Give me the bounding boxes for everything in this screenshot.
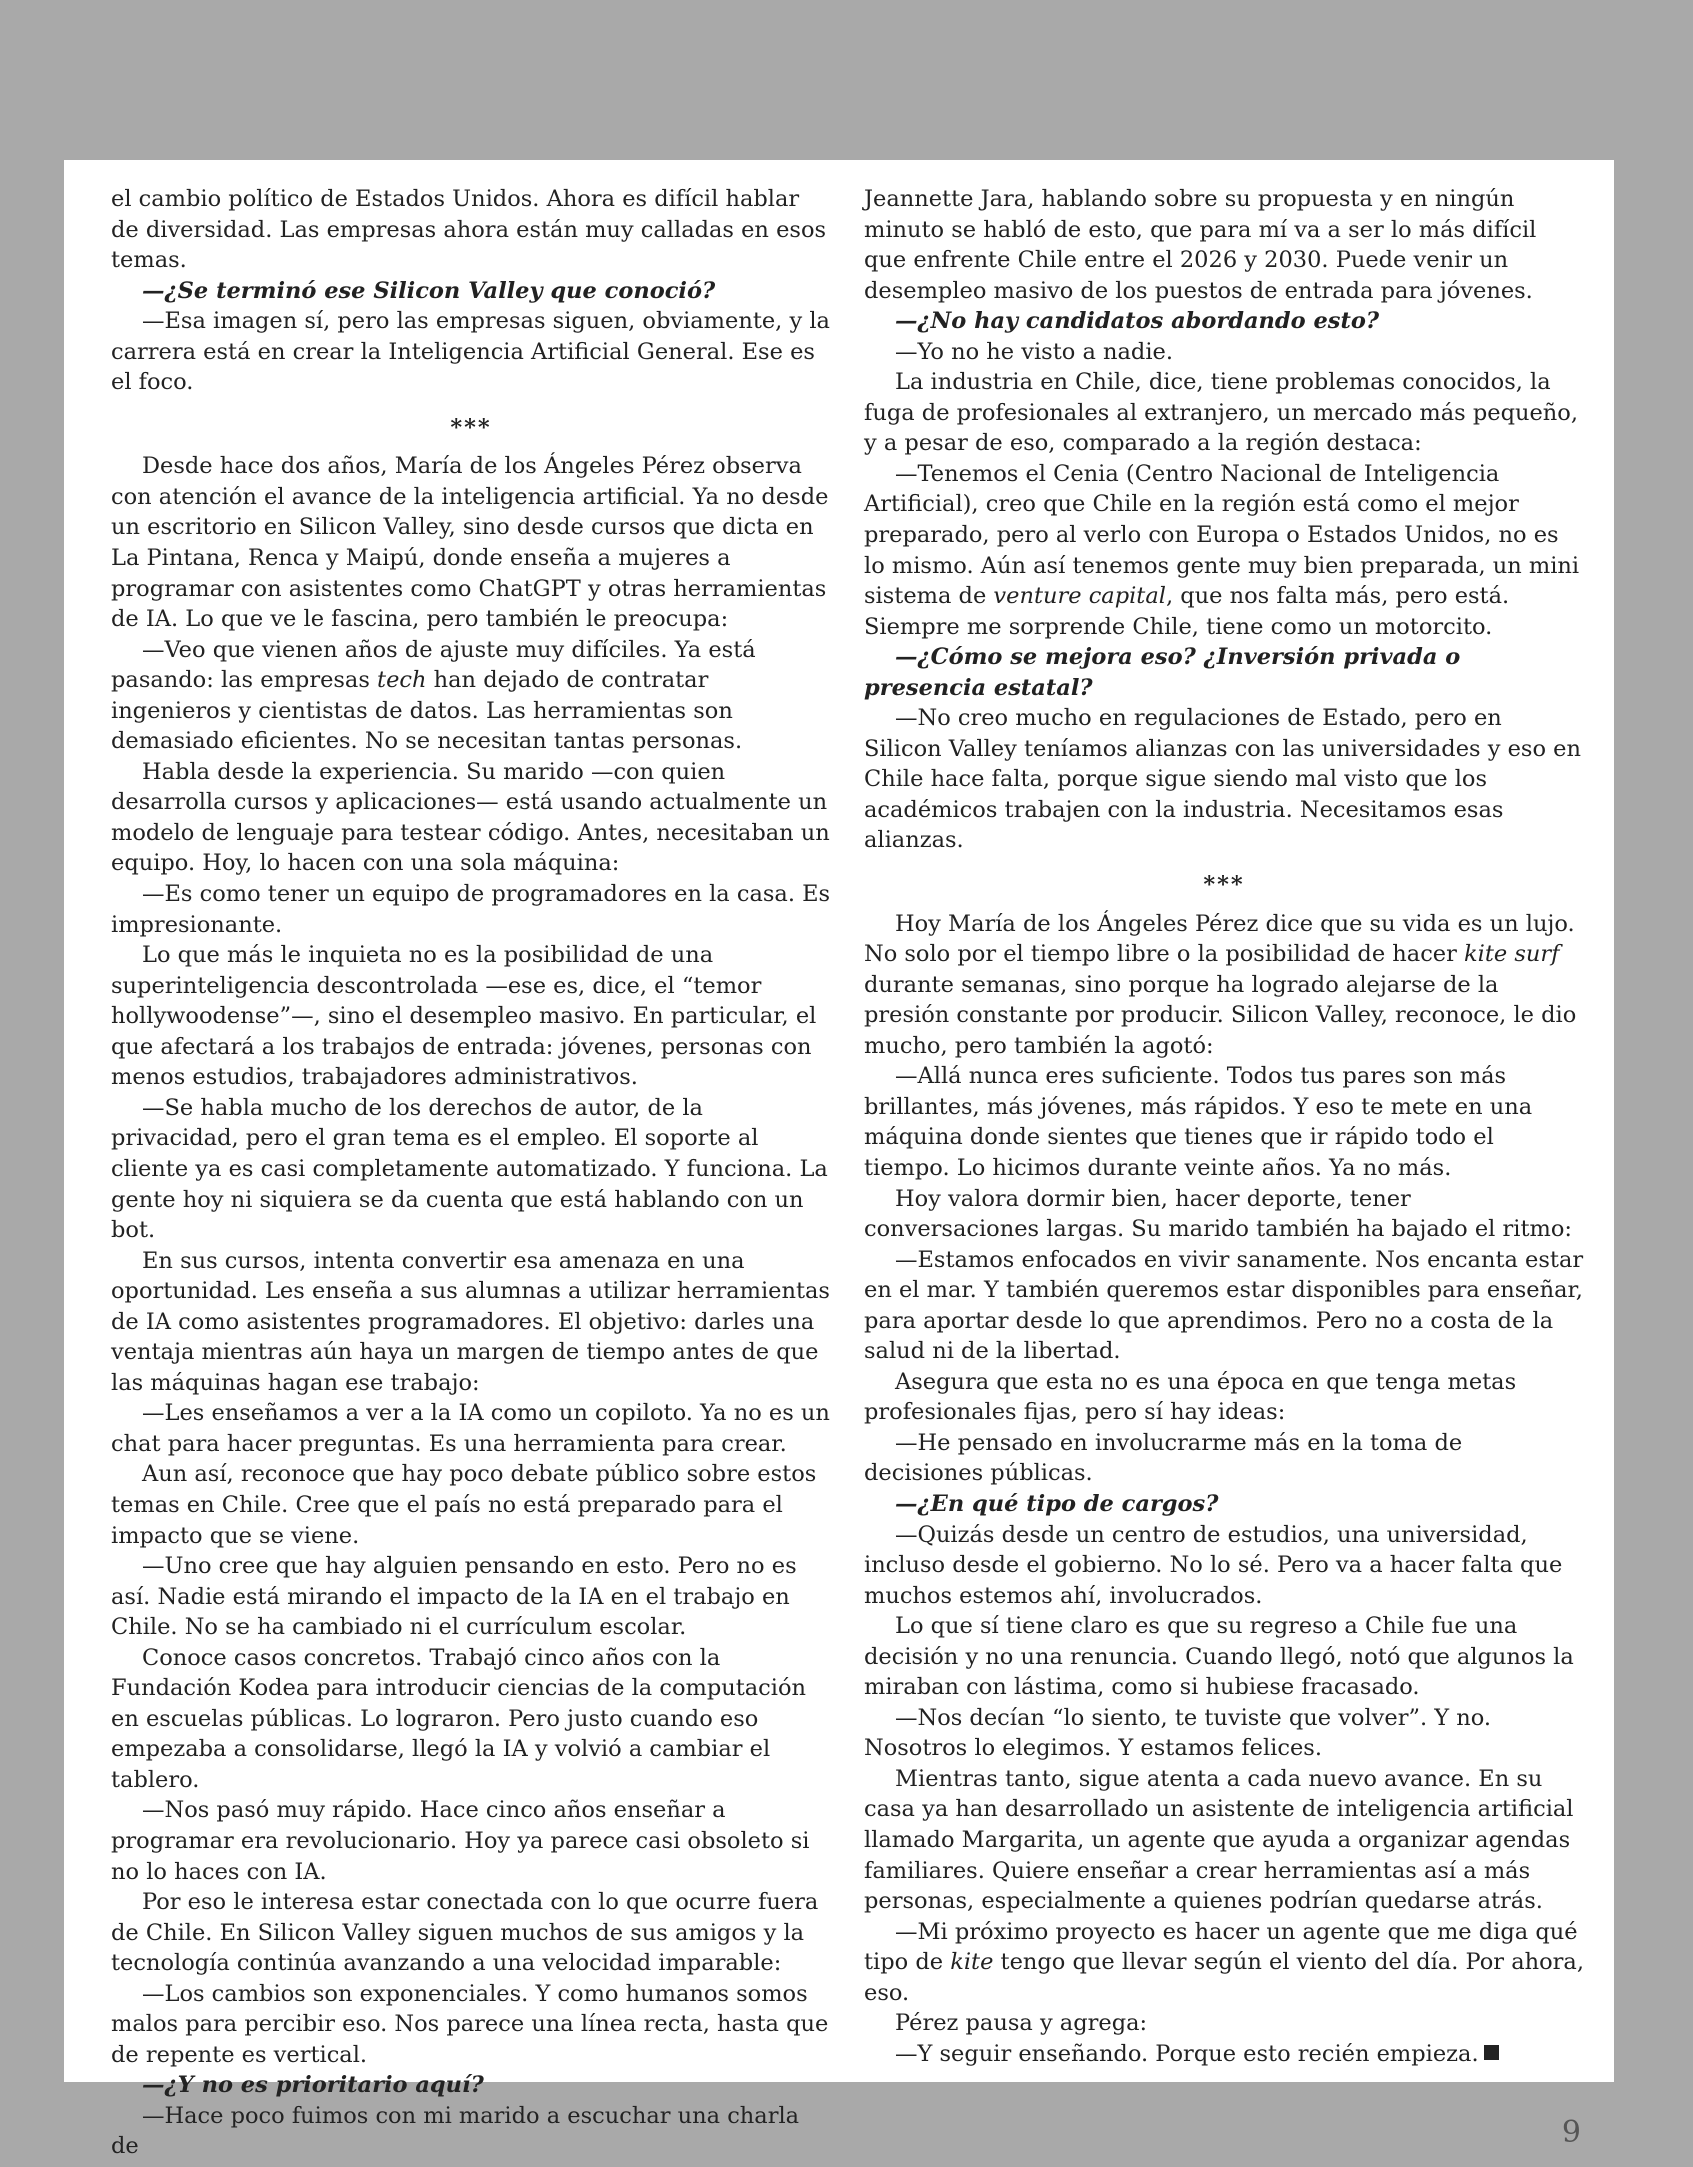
interview-question: —¿No hay candidatos abordando esto?	[895, 308, 1380, 335]
article-paragraph: —Les enseñamos a ver a la IA como un copiloto. Ya no es un chat para hacer preguntas. Es una herramienta para crear.	[111, 1400, 830, 1457]
article-paragraph: —Allá nunca eres suficiente. Todos tus pares son más brillantes, más jóvenes, más rápidos. Y eso te mete en una máquina donde sientes que tienes que ir rápido todo el tiempo. Lo hicimos durante veinte años. Ya no más.	[864, 1063, 1533, 1181]
article-paragraph: Desde hace dos años, María de los Ángeles Pérez observa con atención el avance de la inteligencia artificial. Ya no desde un escritorio en Silicon Valley, sino desde cursos que dicta en La Pintana, Renca y Maipú, donde enseña a mujeres a programar con asistentes como ChatGPT y otras herramientas de IA. Lo que ve le fascina, pero también le preocupa:	[111, 453, 829, 633]
article-paragraph: —Se habla mucho de los derechos de autor, de la privacidad, pero el gran tema es el empleo. El soporte al cliente ya es casi completamente automatizado. Y funciona. La gente hoy ni siquiera se da cuenta que está hablando con un bot.	[111, 1094, 828, 1244]
interview-question: —¿Y no es prioritario aquí?	[142, 2072, 484, 2099]
article-paragraph: —Uno cree que hay alguien pensando en esto. Pero no es así. Nadie está mirando el impacto de la IA en el trabajo en Chile. No se ha cambiado ni el currículum escolar.	[111, 1553, 797, 1641]
article-paragraph: Jeannette Jara, hablando sobre su propuesta y en ningún minuto se habló de esto, que para mí va a ser lo más difícil que enfrente Chile entre el 2026 y 2030. Puede venir un desempleo masivo de los puestos de entrada para jóvenes.	[864, 186, 1537, 304]
article-paragraph: —Nos pasó muy rápido. Hace cinco años enseñar a programar era revolucionario. Hoy ya parece casi obsoleto si no lo haces con IA.	[111, 1797, 810, 1885]
article-paragraph: —No creo mucho en regulaciones de Estado, pero en Silicon Valley teníamos alianzas con las universidades y eso en Chile hace falta, porque sigue siendo mal visto que los académicos trabajen con la industria. Necesitamos esas alianzas.	[864, 705, 1581, 854]
article-paragraph: el cambio político de Estados Unidos. Ahora es difícil hablar de diversidad. Las empresas ahora están muy calladas en esos temas.	[111, 186, 827, 274]
article-paragraph: Lo que sí tiene claro es que su regreso a Chile fue una decisión y no una renuncia. Cuando llegó, notó que algunos la miraban con lástima, como si hubiese fracasado.	[864, 1613, 1574, 1701]
italic-term: tech	[377, 667, 427, 694]
article-paragraph: Mientras tanto, sigue atenta a cada nuevo avance. En su casa ya han desarrollado un asistente de inteligencia artificial llamado Margarita, un agente que ayuda a organizar agendas familiares. Quiere enseñar a crear herramientas así a más personas, especialmente a quienes podrían quedarse atrás.	[864, 1765, 1574, 1915]
italic-term: venture capital	[993, 583, 1166, 610]
article-paragraph: Conoce casos concretos. Trabajó cinco años con la Fundación Kodea para introducir ciencias de la computación en escuelas públicas. Lo lograron. Pero justo cuando eso empezaba a consolidarse, llegó la IA y volvió a cambiar el tablero.	[111, 1644, 807, 1793]
interview-question: —¿Se terminó ese Silicon Valley que conoció?	[142, 277, 716, 304]
article-paragraph: Hoy María de los Ángeles Pérez dice que su vida es un lujo. No solo por el tiempo libre o la posibilidad de hacer kite surf durante semanas, sino porque ha logrado alejarse de la presión constante por producir. Silicon Valley, reconoce, le dio mucho, pero también la agotó:	[864, 910, 1577, 1059]
interview-question: —¿Cómo se mejora eso? ¿Inversión privada o presencia estatal?	[864, 644, 1461, 701]
article-paragraph: —Nos decían “lo siento, te tuviste que volver”. Y no. Nosotros lo elegimos. Y estamos felices.	[864, 1704, 1492, 1762]
left-column	[111, 184, 831, 2162]
magazine-page	[64, 160, 1614, 2160]
article-paragraph: Hoy valora dormir bien, hacer deporte, tener conversaciones largas. Su marido también ha bajado el ritmo:	[864, 1185, 1572, 1243]
article-paragraph: Pérez pausa y agrega:	[895, 2010, 1148, 2037]
article-paragraph: Asegura que esta no es una época en que tenga metas profesionales fijas, pero sí hay ideas:	[864, 1368, 1517, 1426]
article-paragraph: Habla desde la experiencia. Su marido —con quien desarrolla cursos y aplicaciones— está usando actualmente un modelo de lenguaje para testear código. Antes, necesitaban un equipo. Hoy, lo hacen con una sola máquina:	[111, 758, 830, 877]
article-paragraph: En sus cursos, intenta convertir esa amenaza en una oportunidad. Les enseña a sus alumnas a utilizar herramientas de IA como asistentes programadores. El objetivo: darles una ventaja mientras aún haya un margen de tiempo antes de que las máquinas hagan ese trabajo:	[111, 1247, 830, 1396]
article-paragraph: —Esa imagen sí, pero las empresas siguen, obviamente, y la carrera está en crear la Inteligencia Artificial General. Ese es el foco.	[111, 308, 830, 396]
section-separator: ***	[1203, 872, 1245, 899]
article-paragraph: La industria en Chile, dice, tiene problemas conocidos, la fuga de profesionales al extranjero, un mercado más pequeño, y a pesar de eso, comparado a la región destaca:	[864, 369, 1579, 457]
article-paragraph: —Yo no he visto a nadie.	[895, 338, 1173, 365]
article-paragraph: —Estamos enfocados en vivir sanamente. Nos encanta estar en el mar. Y también queremos estar disponibles para enseñar, para aportar desde lo que aprendimos. Pero no a costa de la salud ni de la libertad.	[864, 1246, 1584, 1365]
page-number: 9	[1561, 2115, 1581, 2150]
article-paragraph: Aun así, reconoce que hay poco debate público sobre estos temas en Chile. Cree que el país no está preparado para el impacto que se viene.	[111, 1461, 817, 1549]
article-paragraph: —Es como tener un equipo de programadores en la casa. Es impresionante.	[111, 881, 831, 938]
article-paragraph: Por eso le interesa estar conectada con lo que ocurre fuera de Chile. En Silicon Valley siguen muchos de sus amigos y la tecnología continúa avanzando a una velocidad imparable:	[111, 1889, 819, 1977]
section-separator: ***	[450, 414, 492, 441]
article-paragraph: —Veo que vienen años de ajuste muy difíciles. Ya está pasando: las empresas tech han dejado de contratar ingenieros y cientistas de datos. Las herramientas son demasiado eficientes. No se necesitan tantas personas.	[111, 636, 756, 755]
article-paragraph: —Y seguir enseñando. Porque esto recién empieza.	[864, 2039, 1584, 2070]
right-column	[864, 184, 1584, 2069]
article-paragraph: —Tenemos el Cenia (Centro Nacional de Inteligencia Artificial), creo que Chile en la región está como el mejor preparado, pero al verlo con Europa o Estados Unidos, no es lo mismo. Aún así tenemos gente muy bien preparada, un mini sistema de venture capital, que nos falta más, pero está. Siempre me sorprende Chile, tiene como un motorcito.	[864, 460, 1580, 640]
end-of-article-mark	[1484, 2045, 1499, 2060]
italic-term: kite	[950, 1949, 994, 1976]
article-paragraph: —Los cambios son exponenciales. Y como humanos somos malos para percibir eso. Nos parece una línea recta, hasta que de repente es vertical.	[111, 1980, 829, 2068]
article-paragraph: —He pensado en involucrarme más en la toma de decisiones públicas.	[864, 1429, 1463, 1487]
interview-question: —¿En qué tipo de cargos?	[895, 1490, 1219, 1517]
article-paragraph: —Mi próximo proyecto es hacer un agente que me diga qué tipo de kite tengo que llevar según el viento del día. Por ahora, eso.	[864, 1918, 1584, 2006]
italic-term: kite surf	[1464, 941, 1560, 968]
article-paragraph: Lo que más le inquieta no es la posibilidad de una superinteligencia descontrolada —ese es, dice, el “temor hollywoodense”—, sino el desempleo masivo. En particular, el que afectará a los trabajos de entrada: jóvenes, personas con menos estudios, trabajadores administrativos.	[111, 942, 817, 1091]
article-paragraph: —Quizás desde un centro de estudios, una universidad, incluso desde el gobierno. No lo sé. Pero va a hacer falta que muchos estemos ahí, involucrados.	[864, 1521, 1563, 1609]
article-paragraph: —Hace poco fuimos con mi marido a escuchar una charla de	[111, 2102, 800, 2160]
